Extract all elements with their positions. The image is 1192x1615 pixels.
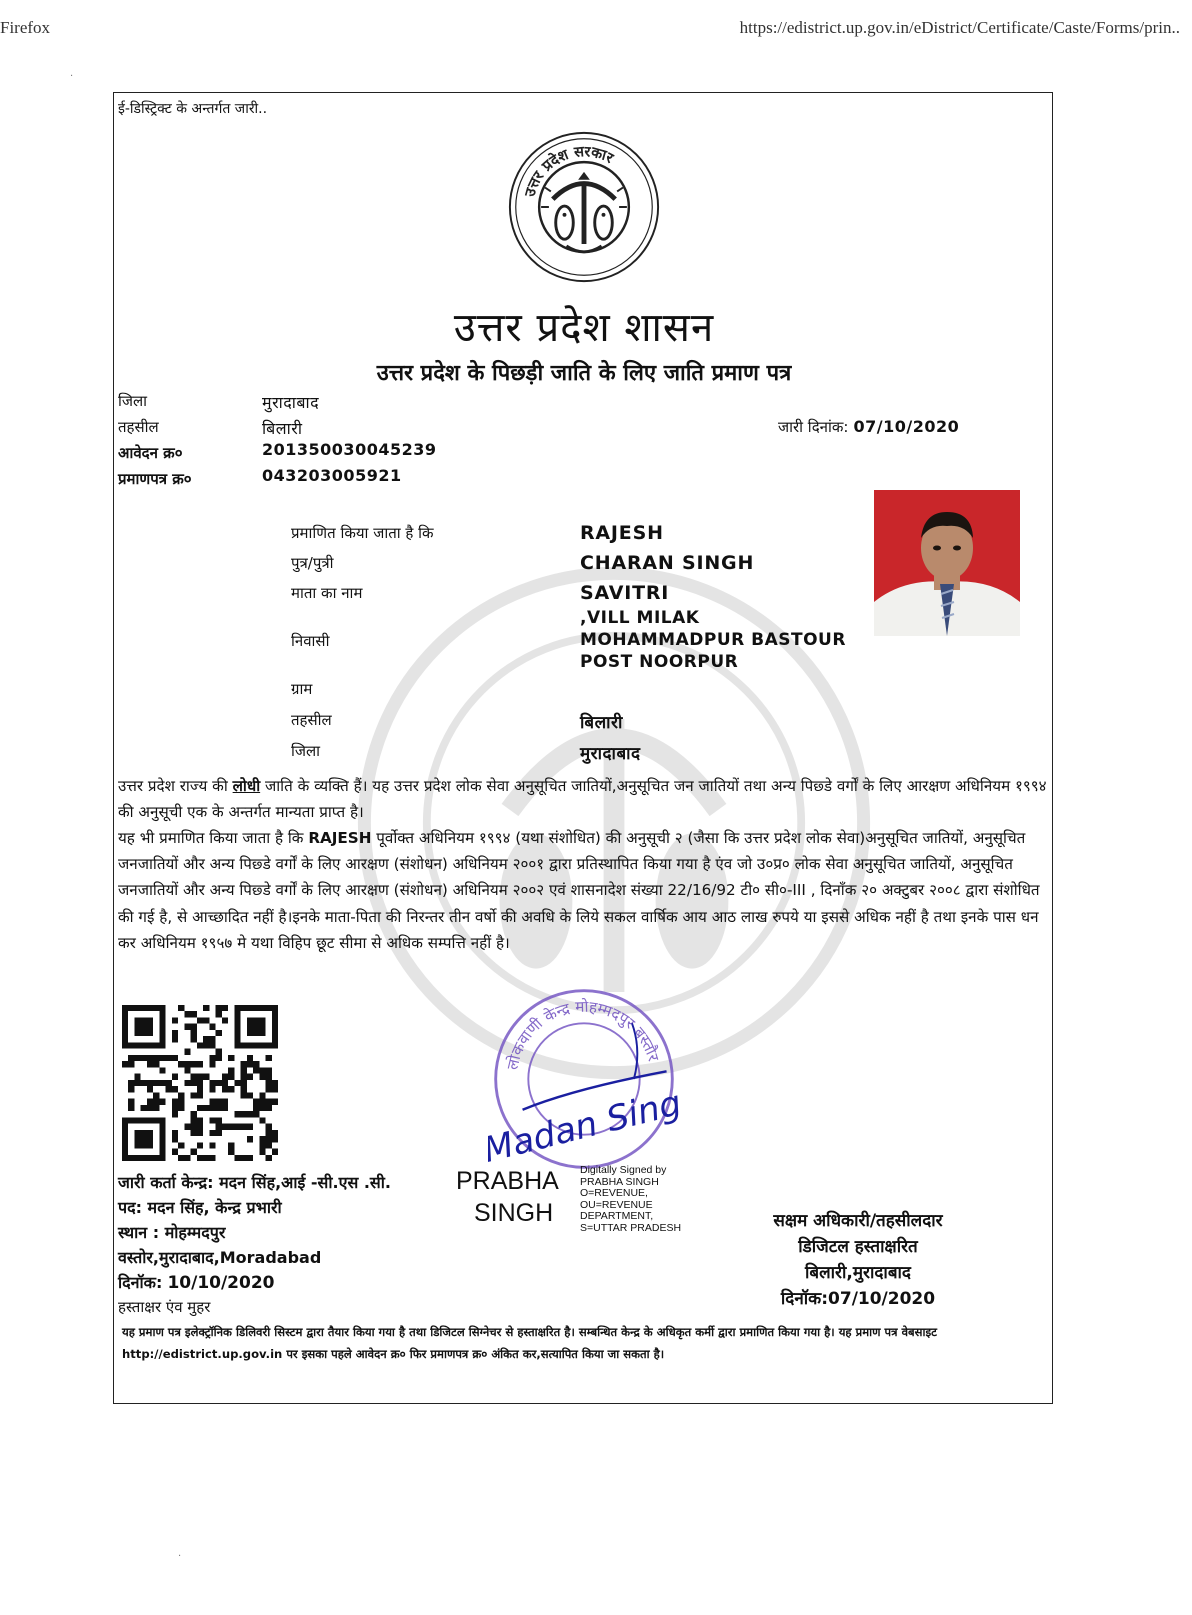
- scan-speck: .: [70, 68, 74, 79]
- authority-title: सक्षम अधिकारी/तहसीलदार: [773, 1211, 943, 1231]
- residence-line-3: POST NOORPUR: [580, 652, 739, 672]
- digital-signer-name-line1: PRABHA: [456, 1167, 559, 1195]
- residence-label: निवासी: [291, 632, 330, 650]
- para1-prefix: उत्तर प्रदेश राज्य की: [118, 777, 228, 795]
- qr-code: [122, 1005, 278, 1161]
- digital-signer-name-line2: SINGH: [474, 1199, 554, 1227]
- issue-date-value: 07/10/2020: [853, 417, 960, 436]
- tehsil-label: तहसील: [291, 711, 332, 729]
- dsig-line: OU=REVENUE: [580, 1198, 653, 1211]
- svg-text:उत्तर प्रदेश सरकार: उत्तर प्रदेश सरकार: [521, 143, 616, 199]
- district-label: जिला: [291, 742, 321, 760]
- authority-date-label: दिनॉक:: [780, 1289, 829, 1309]
- para1-suffix: जाति के व्यक्ति हैं। यह उत्तर प्रदेश लोक सेवा अनुसूचित जातियों,अनुसूचित जन जातियों तथा अन्य पिछ्डे वर्गों के लिए आरक्षण अधिनियम १९९४ की अनुसूची एक के अन्तर्गत मान्यता प्राप्त है।: [118, 777, 1047, 822]
- issuer-place-line1: स्थान : मोहम्मदपुर: [118, 1223, 226, 1242]
- issuing-center: जारी कर्ता केन्द्र: मदन सिंह,आई -सी.एस .सी.: [118, 1173, 391, 1192]
- meta-tehsil-value: बिलारी: [262, 419, 303, 438]
- parent-name: CHARAN SINGH: [580, 552, 755, 574]
- applicant-photo: [874, 490, 1020, 636]
- issuer-place-line2: वस्तोर,मुरादाबाद,Moradabad: [118, 1248, 322, 1267]
- tehsil-value: बिलारी: [580, 713, 623, 733]
- issuer-date-block: [118, 1271, 275, 1293]
- svg-text:लोकवाणी केन्द्र मोहम्मदपुर बस्: लोकवाणी केन्द्र मोहम्मदपुर बस्तौर: [503, 997, 663, 1072]
- para2-prefix: यह भी प्रमाणित किया जाता है कि: [118, 829, 304, 847]
- issue-date-block: [778, 417, 959, 437]
- issue-date-label: जारी दिनांक:: [778, 418, 849, 436]
- para2-suffix: पूर्वोक्त अधिनियम १९९४ (यथा संशोधित) की अनुसूची २ (जैसा कि उत्तर प्रदेश लोक सेवा)अनुसूचित जातियों, अनुसूचित जनजातियों और अन्य पिछ्डे वर्गों के लिए आरक्षण (संशोधन) अधिनियम २००१ द्वारा प्रतिस्थापित किया गया है एंव जो उ०प्र० लोक सेवा अनुसूचित जातियों, अनुसूचित जनजातियों और अन्य पिछ्डे वर्गों के लिए आरक्षण (संशोधन) अधिनियम २००२ एवं शासनादेश संख्या 22/16/92 टी० सी०-III , दिनाँक २० अक्टुबर २००८ द्वारा संशोधित की गई है, से आच्छादित नहीं है।इनके माता-पिता की निरन्तर तीन वर्षो की अवधि के लिये सकल वार्षिक आय आठ लाख रुपये या इससे अधिक नहीं है तथा इनके पास धन कर अधिनियम १९५७ मे यथा विहिप छूट सीमा से अधिक सम्पत्ति नहीं है।: [118, 829, 1040, 952]
- certificate-number: 043203005921: [262, 466, 402, 485]
- residence-line-1: ,VILL MILAK: [580, 608, 700, 628]
- district-value: मुरादाबाद: [580, 744, 641, 764]
- authority-place: बिलारी,मुरादाबाद: [805, 1263, 911, 1283]
- caste-recognition-paragraph: [118, 773, 1048, 825]
- residence-line-2: MOHAMMADPUR BASTOUR: [580, 630, 846, 650]
- issued-under-text: ई-डिस्ट्रिक्ट के अन्तर्गत जारी..: [118, 101, 268, 117]
- center-seal-with-signature: [488, 983, 680, 1175]
- authority-digital: डिजिटल हस्ताक्षरित: [798, 1237, 918, 1257]
- government-title: उत्तर प्रदेश शासन: [453, 305, 715, 351]
- up-government-emblem: [506, 129, 662, 285]
- parent-label: पुत्र/पुत्री: [291, 554, 334, 572]
- issuer-post: पद: मदन सिंह, केन्द्र प्रभारी: [118, 1198, 282, 1217]
- authority-date-value: 07/10/2020: [828, 1289, 936, 1309]
- issuer-date-label: दिनॉक:: [118, 1273, 163, 1292]
- village-label: ग्राम: [291, 680, 313, 698]
- certified-label: प्रमाणित किया जाता है कि: [291, 524, 434, 542]
- creamy-layer-paragraph: [118, 825, 1048, 956]
- scan-speck: .: [178, 1548, 182, 1559]
- para2-applicant-name: RAJESH: [308, 829, 372, 847]
- meta-application-label: आवेदन क्र०: [118, 444, 183, 462]
- application-number: 201350030045239: [262, 440, 437, 459]
- issuer-date-value: 10/10/2020: [167, 1273, 275, 1293]
- caste-name: लोधी: [232, 777, 261, 795]
- issuer-sign-label: हस्ताक्षर एंव मुहर: [118, 1298, 211, 1316]
- applicant-name: RAJESH: [580, 522, 664, 544]
- mother-name: SAVITRI: [580, 582, 670, 604]
- browser-app-name: Firefox: [0, 18, 51, 37]
- footer-verification-note: यह प्रमाण पत्र इलेक्ट्रॉनिक डिलिवरी सिस्टम द्वारा तैयार किया गया है तथा डिजिटल सिग्नेचर से हस्ताक्षरित है। सम्बन्धित केन्द्र के अधिकृत कर्मी द्वारा प्रमाणित किया गया है। यह प्रमाण पत्र वेबसाइट http://edistrict.up.gov.in पर इसका पहले आवेदन क्र० फिर प्रमाणपत्र क्र० अंकित कर,सत्यापित किया जा सकता है।: [122, 1325, 938, 1361]
- browser-url: https://edistrict.up.gov.in/eDistrict/Certificate/Caste/Forms/prin..: [739, 18, 1180, 37]
- dsig-line: Digitally Signed by: [580, 1164, 667, 1176]
- authority-date-block: [738, 1286, 978, 1309]
- caste-certificate: [113, 92, 1053, 1404]
- dsig-line: PRABHA SINGH: [580, 1175, 659, 1188]
- meta-tehsil-label: तहसील: [118, 418, 159, 436]
- svg-text:Madan Singh: Madan Singh: [488, 1077, 680, 1172]
- dsig-line: DEPARTMENT,: [580, 1210, 654, 1222]
- dsig-line: S=UTTAR PRADESH: [580, 1221, 682, 1234]
- certificate-title: उत्तर प्रदेश के पिछड़ी जाति के लिए जाति प्रमाण पत्र: [376, 361, 792, 386]
- meta-certificate-label: प्रमाणपत्र क्र०: [118, 470, 192, 488]
- meta-district-value: मुरादाबाद: [262, 393, 320, 412]
- meta-district-label: जिला: [118, 392, 148, 410]
- dsig-line: O=REVENUE,: [580, 1187, 648, 1199]
- digital-signature-details: [580, 1165, 681, 1234]
- mother-label: माता का नाम: [291, 584, 363, 602]
